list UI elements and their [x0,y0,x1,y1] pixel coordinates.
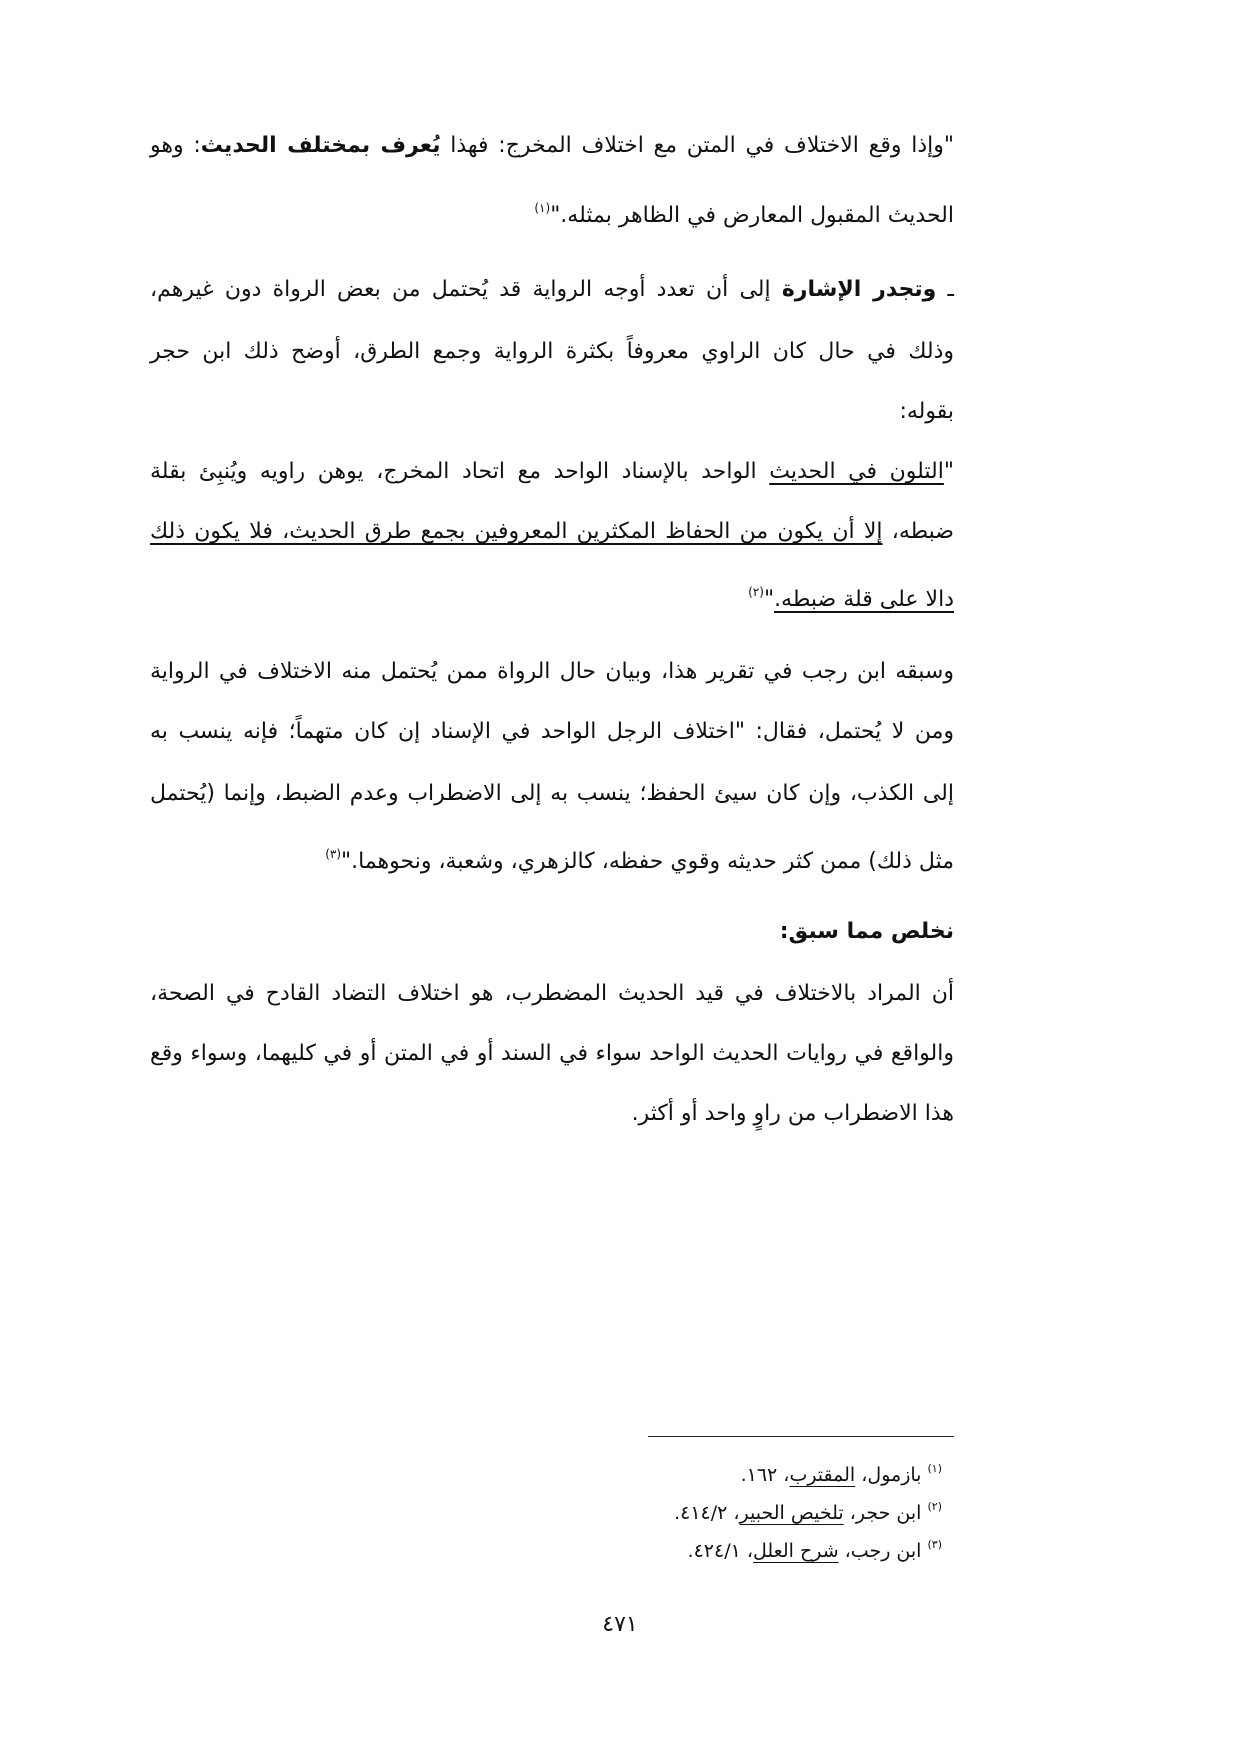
footnote-title: شرح العلل [753,1540,839,1562]
paragraph4-line2 [150,1036,954,1072]
paragraph3-line3 [150,776,954,812]
text-segment: " [763,587,775,612]
footnote-ref-2[interactable]: (٢) [748,585,764,599]
footnote-2 [674,1492,942,1528]
text-segment: الواحد بالإسناد الواحد مع اتحاد المخرج، يوهن راويه ويُنبِئ بقلة [150,459,770,484]
text-segment: ومن لا يُحتمل، فقال: "اختلاف الرجل الواحد في الإسناد إن كان متهماً؛ فإنه ينسب به [150,719,954,744]
text-segment: ـ [936,277,954,302]
text-segment: أن المراد بالاختلاف في قيد الحديث المضطرب، هو اختلاف التضاد القادح في الصحة، [150,981,954,1006]
text-segment: ضبطه، [882,519,954,544]
text-segment: إلى الكذب، وإن كان سيئ الحفظ؛ ينسب به إلى الاضطراب وعدم الضبط، وإنما (يُحتمل [150,781,954,806]
text-segment: الحديث المقبول المعارض في الظاهر بمثله." [550,203,954,228]
bold-term: وتجدر الإشارة [781,277,937,302]
footnote-3 [688,1530,942,1566]
paragraph3-line2 [150,714,954,750]
footnote-number: (٢) [927,1500,942,1513]
paragraph1-line1 [150,128,954,164]
quote1-line1 [150,454,954,490]
paragraph4-line3 [632,1096,954,1132]
footnote-page: ، ٤٢٤/١. [687,1540,753,1562]
text-segment: " [943,459,954,484]
paragraph2-line3 [899,394,954,430]
paragraph2-line2 [150,334,954,370]
paragraph4-line1 [150,976,954,1012]
footnote-page: ، ١٦٢. [740,1464,790,1486]
underlined-text: إلا أن يكون من الحفاظ المكثرين المعروفين بجمع طرق الحديث، فلا يكون ذلك [150,519,883,544]
footnote-author: ابن حجر، [843,1502,928,1524]
text-segment: : وهو [150,133,201,158]
text-segment: وذلك في حال كان الراوي معروفاً بكثرة الرواية وجمع الطرق، أوضح ذلك ابن حجر [150,339,954,364]
section-heading: نخلص مما سبق: [779,919,954,944]
paragraph1-line2 [534,190,954,234]
footnote-1 [741,1454,942,1490]
text-segment: مثل ذلك) ممن كثر حديثه وقوي حفظه، كالزهري، وشعبة، ونحوهما." [341,849,954,874]
underlined-text: دالا على قلة ضبطه. [774,587,954,612]
page-number: ٤٧١ [602,1612,638,1637]
footnote-ref-3[interactable]: (٣) [325,847,342,861]
footnote-separator [648,1436,954,1437]
text-segment: والواقع في روايات الحديث الواحد سواء في السند أو في المتن أو في كليهما، وسواء وقع [150,1041,954,1066]
footnote-author: ابن رجب، [838,1540,928,1562]
paragraph2-line1 [150,272,954,308]
text-segment: بقوله: [899,399,954,424]
text-segment: "وإذا وقع الاختلاف في المتن مع اختلاف المخرج: فهذا [440,133,955,158]
quote1-line2 [150,514,954,550]
footnote-number: (١) [927,1462,942,1475]
text-segment: هذا الاضطراب من راوٍ واحد أو أكثر. [631,1101,954,1126]
text-segment: إلى أن تعدد أوجه الرواية قد يُحتمل من بعض الرواة دون غيرهم، [150,277,782,302]
paragraph3-line4 [325,836,954,880]
footnote-title: تلخيص الحبير [739,1502,844,1524]
footnote-author: بازمول، [855,1464,928,1486]
underlined-text: التلون في الحديث [769,459,944,484]
paragraph3-line1 [150,654,954,690]
footnote-title: المقترب [789,1464,856,1486]
text-segment: وسبقه ابن رجب في تقرير هذا، وبيان حال الرواة ممن يُحتمل منه الاختلاف في الرواية [150,659,954,684]
bold-term: يُعرف بمختلف الحديث [200,133,441,158]
footnote-ref-1[interactable]: (١) [534,201,551,215]
quote1-line3 [748,574,954,618]
footnote-page: ، ٤١٤/٢. [674,1502,740,1524]
footnote-number: (٣) [927,1538,942,1551]
